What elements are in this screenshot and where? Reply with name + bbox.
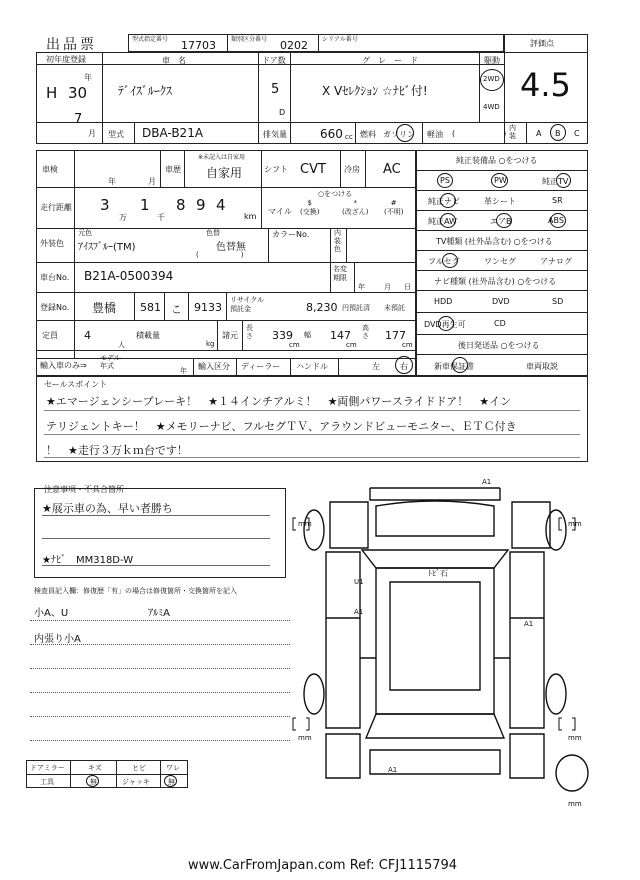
equip-tv-circle bbox=[556, 173, 571, 188]
length-unit: cm bbox=[289, 341, 300, 349]
sales-label: セールスポイント bbox=[44, 380, 108, 389]
cooling-label: 冷房 bbox=[344, 165, 360, 174]
equip-leather: 革シート bbox=[484, 197, 516, 206]
tread-mm-fr: mm bbox=[568, 520, 582, 528]
color-change-label: 色替 bbox=[206, 229, 220, 237]
length-label: 長さ bbox=[246, 324, 253, 340]
meter-unknown: # (不明) bbox=[384, 199, 404, 216]
legend-crack: ヒビ bbox=[132, 764, 146, 772]
load-label: 積載量 bbox=[136, 331, 160, 340]
drive-label: 駆動 bbox=[484, 56, 500, 65]
displacement-unit: cc bbox=[345, 133, 353, 141]
sales-line-1: ★エマージェンシーブレーキ！ ★１４インチアルミ！ ★両側パワースライドドア！ ★イン bbox=[46, 395, 512, 408]
door-count: 5 bbox=[271, 82, 280, 97]
inspector-line-1: 小A、U ｱﾙﾐA bbox=[34, 608, 171, 619]
mileage-digit-1: 3 bbox=[100, 196, 110, 214]
recycle-unpaid: 未預託 bbox=[384, 304, 405, 312]
fuel-gas: ガソリン bbox=[383, 130, 415, 139]
footer-ref: www.CarFromJapan.com Ref: CFJ1115794 bbox=[188, 858, 458, 873]
legend-tools: 工具 bbox=[40, 778, 54, 786]
inspector-label: 検査員記入欄：修復歴「有」の場合は修復箇所・交換箇所を記入 bbox=[34, 587, 237, 595]
details-box bbox=[36, 150, 416, 376]
equip-ps-circle bbox=[437, 173, 453, 188]
insp-month-unit: 月 bbox=[148, 177, 156, 186]
import-type-label: 輸入区分 bbox=[198, 362, 230, 371]
meter-circle-note: ○をつける bbox=[318, 190, 353, 198]
legend-break: ワレ bbox=[166, 764, 180, 772]
legend-jack-circle bbox=[164, 775, 177, 787]
damage-mark-front: A1 bbox=[482, 478, 492, 486]
color-label: 外装色 bbox=[40, 239, 64, 248]
equip-navi: 純正ナビ bbox=[428, 197, 460, 206]
capacity: 4 bbox=[84, 329, 91, 342]
tv-analog: アナログ bbox=[540, 257, 572, 266]
tv-oneseg: ワンセグ bbox=[484, 257, 516, 266]
recycle-amount: 8,230 bbox=[306, 301, 338, 314]
class-no-cell bbox=[227, 34, 319, 52]
damage-mark-rear: A1 bbox=[388, 766, 398, 774]
interior-b-circle bbox=[550, 124, 566, 141]
width: 147 bbox=[330, 329, 351, 342]
recycle-label: リサイクル 預託金 bbox=[230, 296, 265, 313]
drive-4wd: 4WD bbox=[483, 103, 500, 111]
inspection-label: 車検 bbox=[42, 165, 58, 174]
capacity-label: 定員 bbox=[42, 331, 58, 340]
fuel-diesel: 軽油 bbox=[427, 130, 443, 139]
handle-right: 右 bbox=[400, 362, 408, 371]
displacement: 660 bbox=[320, 127, 343, 141]
model-year-label: モデル 年式 bbox=[100, 354, 121, 370]
legend-jack-value: 無 bbox=[168, 778, 175, 786]
damage-mark-chip: ﾄﾋﾞ石 bbox=[428, 569, 448, 578]
tv-fullseg: フルセグ bbox=[428, 257, 460, 266]
color-no-label: カラーNo. bbox=[272, 230, 310, 239]
mileage-label: 走行距離 bbox=[40, 203, 72, 212]
interior-color-label: 内 装 色 bbox=[334, 229, 341, 253]
era: H bbox=[46, 84, 58, 102]
legend-scratch: キズ bbox=[88, 764, 102, 772]
damage-mark-right: A1 bbox=[524, 620, 534, 628]
orig-color: ｱｲｽﾌﾞﾙｰ(TM) bbox=[78, 242, 136, 253]
model-year-unit: 年 bbox=[180, 367, 187, 375]
year: 30 bbox=[68, 84, 88, 102]
fuel-bracket: ( ) bbox=[452, 129, 507, 138]
equip-title: 純正装備品 ○をつける bbox=[456, 156, 538, 165]
type-code: DBA-B21A bbox=[142, 126, 204, 140]
navi-dvd-play: DVD再生可 bbox=[424, 320, 466, 329]
reg-label: 登録No. bbox=[40, 303, 70, 312]
legend-tools-value: 無 bbox=[90, 778, 97, 786]
grade-label: グ レ ー ド bbox=[362, 56, 418, 65]
damage-mark-u1: U1 bbox=[354, 578, 364, 586]
equip-ps: PS bbox=[440, 176, 450, 185]
serial-cell bbox=[318, 34, 504, 52]
grade-score: 4.5 bbox=[520, 66, 571, 104]
model-no-cell bbox=[128, 34, 228, 52]
inspector-line-2: 内張り小A bbox=[34, 634, 81, 645]
model-no: 17703 bbox=[181, 39, 216, 52]
load-unit: kg bbox=[206, 340, 215, 348]
color-change: 色替無 bbox=[216, 242, 246, 253]
meter-tamper: * (改ざん) bbox=[342, 199, 369, 216]
height-unit: cm bbox=[402, 341, 413, 349]
equip-aw: 純正AW bbox=[428, 217, 457, 226]
usage-label: 車歴 bbox=[165, 165, 181, 174]
name-change-month: 月 bbox=[384, 283, 391, 291]
interior-a: A bbox=[536, 129, 542, 138]
length: 339 bbox=[272, 329, 293, 342]
mileage-digit-5: 4 bbox=[216, 196, 226, 214]
month: 7 bbox=[74, 112, 83, 127]
reg-no: 9133 bbox=[194, 301, 222, 314]
mileage-digit-4: 9 bbox=[196, 196, 206, 214]
navi-cd: CD bbox=[494, 319, 506, 328]
height-label: 高さ bbox=[362, 324, 369, 340]
model-no-label: 型式指定番号 bbox=[132, 36, 169, 43]
year-unit: 年 bbox=[84, 73, 92, 82]
legend-tools-circle bbox=[86, 775, 99, 787]
serial-label: シリアル番号 bbox=[322, 36, 358, 43]
navi-hdd: HDD bbox=[434, 297, 453, 306]
displacement-label: 排気量 bbox=[263, 130, 287, 139]
first-reg-label: 初年度登録 bbox=[46, 55, 86, 64]
import-type: ディーラー bbox=[241, 362, 281, 371]
chassis-no: B21A-0500394 bbox=[84, 269, 174, 283]
score-label: 評価点 bbox=[530, 39, 554, 48]
import-label: 輸入車のみ⇒ bbox=[40, 361, 87, 370]
equip-tv: 純正TV bbox=[542, 177, 569, 186]
tv-title: TV種類 (社外品含む) ○をつける bbox=[436, 237, 553, 246]
sales-line-2: テリジェントキー！ ★メモリーナビ、フルセグＴＶ、アラウンドビューモニター、ＥＴＣ付き bbox=[46, 420, 517, 433]
car-name-label: 車 名 bbox=[162, 56, 186, 65]
door-type: D bbox=[279, 108, 286, 117]
equip-abs: ABS bbox=[548, 216, 564, 225]
class-no: 0202 bbox=[280, 39, 308, 52]
color-paren: ( ) bbox=[196, 251, 244, 259]
docs-title: 後日発送品 ○をつける bbox=[458, 341, 540, 350]
shift: CVT bbox=[300, 162, 326, 177]
recycle-paid: 円預託済 bbox=[342, 304, 370, 312]
docs-manual: 車両取説 bbox=[526, 362, 558, 371]
legend-mirror: ドアミラー bbox=[30, 764, 65, 772]
drive-2wd: 2WD bbox=[483, 75, 500, 83]
equip-airbag: エアB bbox=[490, 217, 512, 226]
equip-sr: SR bbox=[552, 196, 563, 205]
equip-navi-circle bbox=[440, 193, 456, 208]
fuel-label: 燃料 bbox=[360, 130, 376, 139]
navi-dvd: DVD bbox=[492, 297, 510, 306]
damage-mark-side: A1 bbox=[354, 608, 364, 616]
car-name: ﾃﾞｲｽﾞﾙｰｸｽ bbox=[118, 84, 173, 98]
width-label: 幅 bbox=[304, 331, 311, 339]
class-no-label: 類別区分番号 bbox=[231, 36, 268, 43]
note-line-3: ★ﾅﾋﾞ MM318D-W bbox=[42, 555, 134, 566]
mileage-digit-2: 1 bbox=[140, 196, 150, 214]
man-unit: 万 bbox=[119, 213, 127, 222]
capacity-unit: 人 bbox=[118, 341, 125, 349]
meter-mile: マイル bbox=[268, 207, 292, 216]
sheet-title: 出品票 bbox=[46, 37, 97, 53]
height: 177 bbox=[385, 329, 406, 342]
equip-airbag-circle bbox=[496, 213, 512, 228]
name-change-label: 名変 期限 bbox=[333, 265, 347, 282]
km-unit: km bbox=[244, 212, 257, 221]
fuel-gas-circle bbox=[396, 124, 414, 142]
navi-title: ナビ種類 (社外品含む) ○をつける bbox=[434, 277, 557, 286]
navi-dvd-play-circle bbox=[438, 316, 454, 331]
equip-pw: PW bbox=[494, 176, 507, 185]
navi-sd: SD bbox=[552, 297, 564, 306]
cooling: AC bbox=[383, 162, 401, 177]
tread-mm-rr: mm bbox=[568, 734, 582, 742]
door-label: ドア数 bbox=[262, 56, 286, 65]
equip-aw-circle bbox=[440, 213, 456, 228]
measure-label: 諸元 bbox=[222, 331, 238, 340]
equip-pw-circle bbox=[491, 173, 508, 188]
width-unit: cm bbox=[346, 341, 357, 349]
car-damage-diagram bbox=[290, 478, 590, 808]
notes-label: 注意事項・不具合箇所 bbox=[44, 485, 124, 494]
note-line-1: ★展示車の為、早い者勝ち bbox=[42, 502, 173, 515]
tread-mm-rl: mm bbox=[298, 734, 312, 742]
reg-class: 581 bbox=[140, 301, 161, 314]
tv-fullseg-circle bbox=[442, 253, 458, 268]
interior-label: 内装 bbox=[509, 124, 516, 140]
grade: X Vｾﾚｸｼｮﾝ ☆ﾅﾋﾞ付! bbox=[322, 84, 428, 98]
type-label: 型式 bbox=[108, 130, 124, 139]
reg-kana: こ bbox=[171, 303, 182, 316]
legend-jack: ジャッキ bbox=[122, 778, 150, 786]
name-change-day: 日 bbox=[404, 283, 411, 291]
shift-label: シフト bbox=[264, 165, 288, 174]
sales-line-3: ！ ★走行３万ｋｍ台です！ bbox=[46, 444, 188, 457]
tread-mm-fl: mm bbox=[298, 520, 312, 528]
docs-warranty-circle bbox=[452, 357, 468, 373]
orig-color-label: 元色 bbox=[78, 229, 92, 237]
interior-c: C bbox=[574, 129, 580, 138]
tread-mm-spare: mm bbox=[568, 800, 582, 808]
chassis-label: 車台No. bbox=[40, 273, 70, 282]
usage: 自家用 bbox=[206, 166, 243, 180]
mileage-digit-3: 8 bbox=[176, 196, 186, 214]
handle-right-circle bbox=[395, 356, 413, 374]
usage-note: ※未記入は自家用 bbox=[198, 154, 246, 161]
handle-label: ハンドル bbox=[296, 362, 328, 371]
handle-left: 左 bbox=[372, 362, 380, 371]
name-change-year: 年 bbox=[358, 283, 365, 291]
meter-swap: $ (交換) bbox=[300, 199, 320, 216]
reg-area: 豊橋 bbox=[92, 301, 117, 315]
month-unit: 月 bbox=[88, 129, 96, 138]
insp-year-unit: 年 bbox=[108, 177, 116, 186]
sen-unit: 千 bbox=[157, 213, 165, 222]
interior-b: B bbox=[555, 129, 561, 138]
docs-warranty: 新車保証書 bbox=[434, 362, 474, 371]
equip-abs-circle bbox=[550, 213, 566, 228]
